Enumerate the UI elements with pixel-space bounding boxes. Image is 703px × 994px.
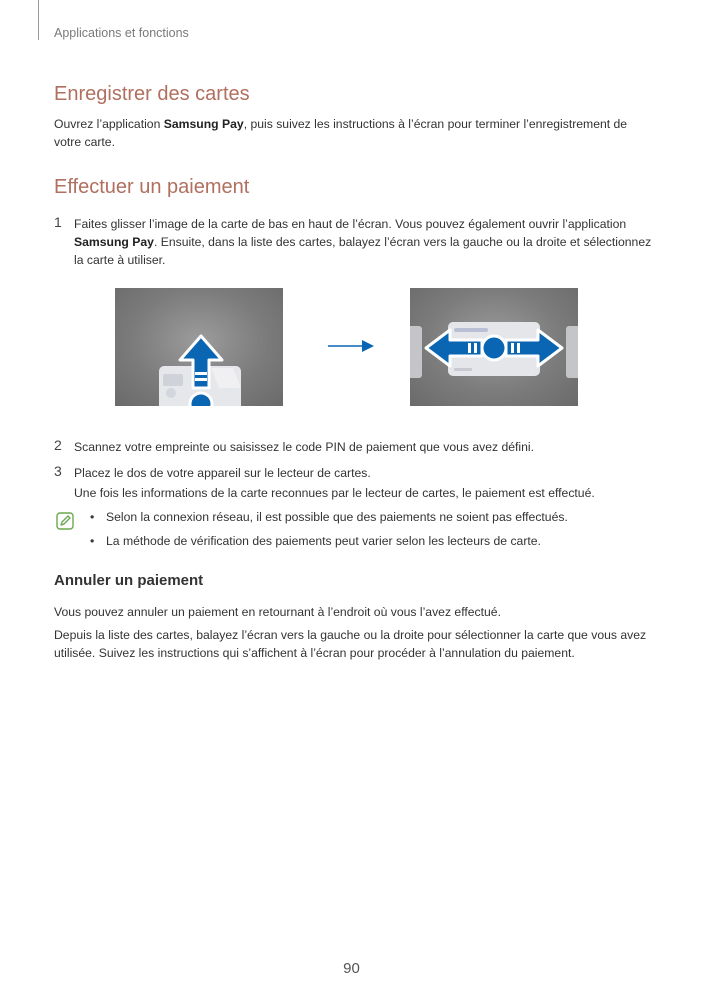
heading-make-payment: Effectuer un paiement	[54, 176, 250, 198]
note-text-1: Selon la connexion réseau, il est possible que des paiements ne soient pas effectués.	[106, 510, 568, 524]
note-icon	[56, 512, 74, 530]
heading-register-cards: Enregistrer des cartes	[54, 83, 250, 105]
section-header: Applications et fonctions	[54, 26, 189, 40]
step-2-number: 2	[54, 437, 62, 453]
app-name: Samsung Pay	[163, 117, 244, 131]
bullet-dot: •	[90, 510, 95, 524]
step-1-text-a: Faites glisser l’image de la carte de bas en haut de l’écran. Vous pouvez également ouvrir l’application	[74, 217, 627, 231]
page-number: 90	[343, 960, 360, 977]
step-3-number: 3	[54, 463, 62, 479]
bullet-dot: •	[90, 534, 95, 548]
step-3-line-2: Une fois les informations de la carte reconnues par le lecteur de cartes, le paiement est effectué.	[74, 486, 595, 500]
cancel-paragraph-1: Vous pouvez annuler un paiement en retournant à l’endroit où vous l’avez effectué.	[54, 605, 501, 619]
swipe-up-icon	[115, 288, 283, 406]
register-text-after: , puis suivez les instructions à l’écran pour terminer l’enregistrement de votre carte.	[54, 117, 628, 149]
swipe-horizontal-icon	[410, 288, 578, 406]
right-arrow-icon	[328, 338, 374, 354]
heading-cancel-payment: Annuler un paiement	[54, 572, 204, 589]
step-1-app-name: Samsung Pay	[74, 235, 154, 249]
step-1-text-b: . Ensuite, dans la liste des cartes, balayez l’écran vers la gauche ou la droite et sélectionnez la carte à utiliser.	[74, 235, 652, 267]
register-paragraph	[54, 115, 654, 151]
step-3-line-1: Placez le dos de votre appareil sur le lecteur de cartes.	[74, 466, 371, 480]
step-1-number: 1	[54, 214, 62, 230]
swipe-horizontal-illustration	[410, 288, 578, 406]
register-text-before: Ouvrez l’application	[54, 117, 164, 131]
note-text-2: La méthode de vérification des paiements peut varier selon les lecteurs de carte.	[106, 534, 541, 548]
cancel-paragraph-2: Depuis la liste des cartes, balayez l’écran vers la gauche ou la droite pour sélectionner la carte que vous avez utilisée. Suivez les instructions qui s’affichent à l’écran pour procéder à l’annulation du paiement.	[54, 628, 647, 660]
step-1-text	[74, 215, 654, 269]
step-2-text: Scannez votre empreinte ou saisissez le code PIN de paiement que vous avez défini.	[74, 440, 535, 454]
swipe-up-illustration	[115, 288, 283, 406]
header-rule	[38, 0, 39, 40]
